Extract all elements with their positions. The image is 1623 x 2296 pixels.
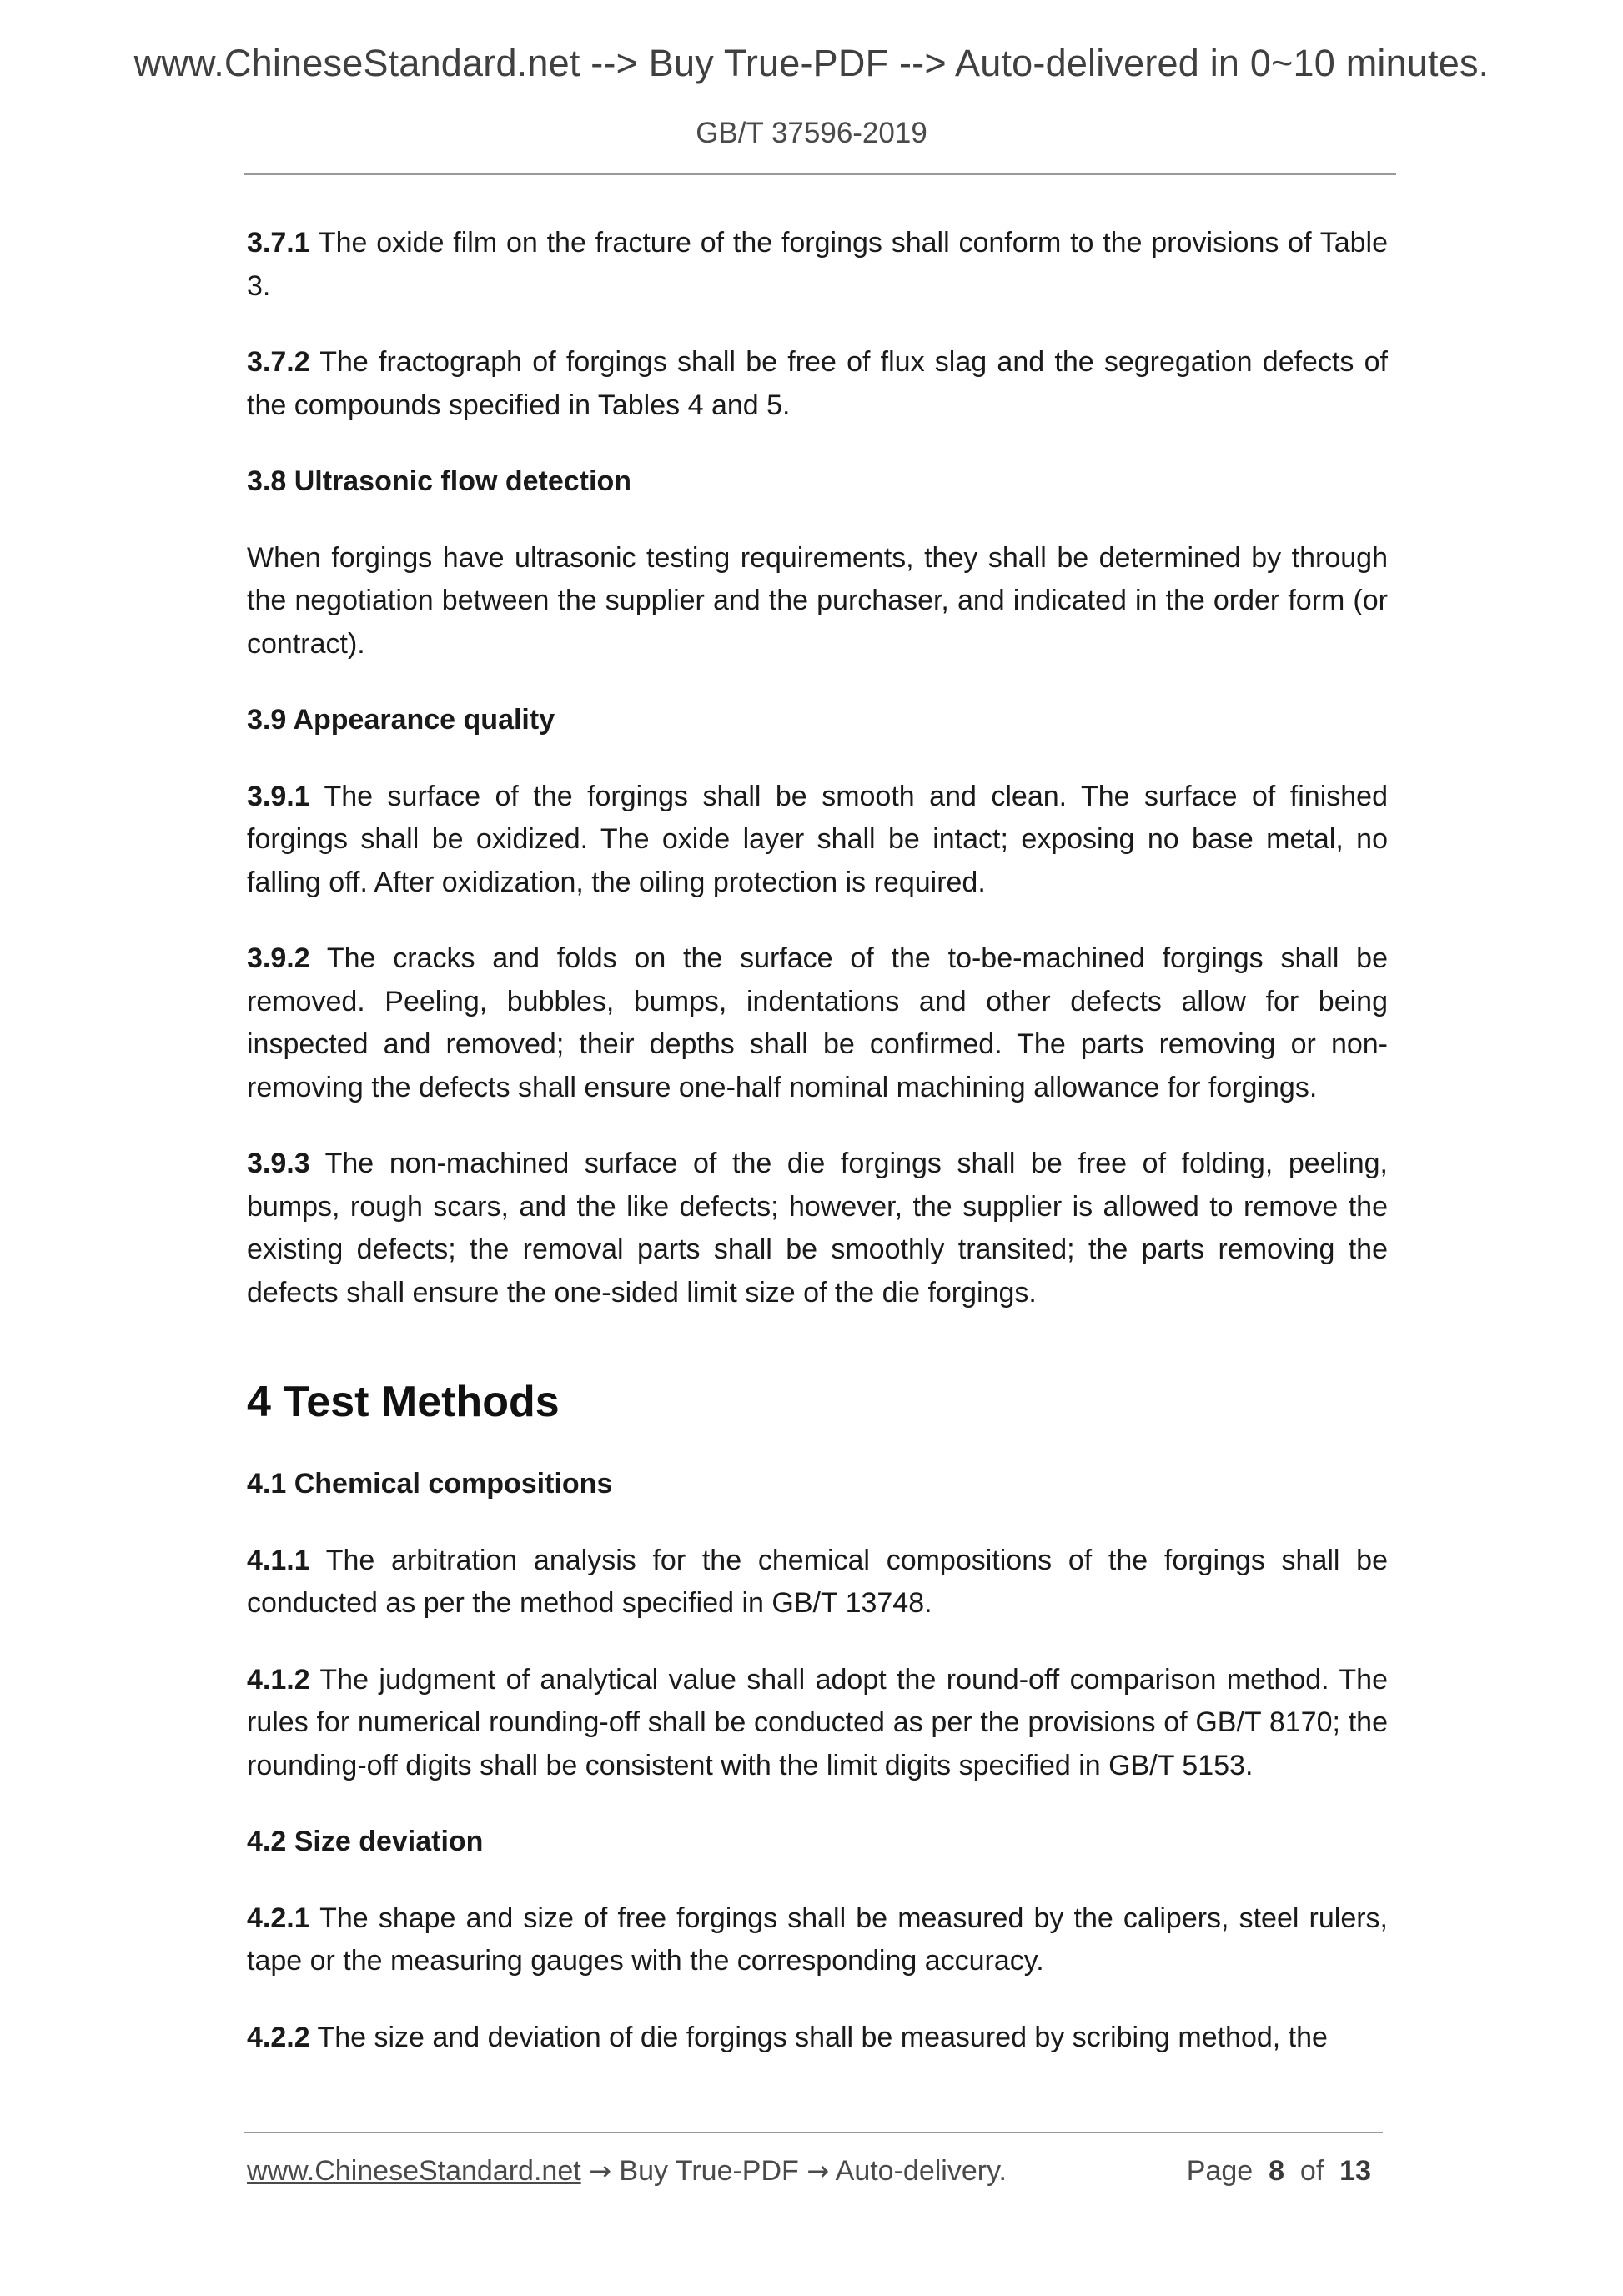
- clause-3-9-1: [247, 776, 1388, 905]
- clause-text: The shape and size of free forgings shall be measured by the calipers, steel rulers, tape or the measuring gauges with the corresponding accuracy.: [247, 1902, 1388, 1977]
- clause-number: 3.9.1: [247, 780, 310, 812]
- clause-number: 3.9.2: [247, 942, 310, 974]
- clause-text: The arbitration analysis for the chemical compositions of the forgings shall be conducted as per the method specified in GB/T 13748.: [247, 1544, 1388, 1619]
- paragraph-3-8: When forgings have ultrasonic testing requirements, they shall be determined by through the negotiation between the supplier and the purchaser, and indicated in the order form (or contract).: [247, 541, 1388, 660]
- clause-text: The fractograph of forgings shall be free of flux slag and the segregation defects of the compounds specified in Tables 4 and 5.: [247, 346, 1388, 421]
- clause-4-2-2: [247, 2017, 1388, 2060]
- clause-3-7-2: [247, 341, 1388, 427]
- clause-number: 3.9.3: [247, 1148, 310, 1179]
- clause-3-9-2: [247, 937, 1388, 1109]
- clause-4-1-2: [247, 1659, 1388, 1788]
- document-code: GB/T 37596-2019: [696, 117, 927, 149]
- clause-text: The size and deviation of die forgings shall be measured by scribing method, the: [309, 2021, 1328, 2053]
- page-footer: [247, 2152, 1378, 2190]
- clause-number: 4.1.1: [247, 1544, 310, 1576]
- clause-4-1-1: [247, 1540, 1388, 1625]
- total-page-count: 13: [1339, 2155, 1371, 2187]
- page-label: Page: [1186, 2155, 1254, 2187]
- arrow-right-icon: →: [589, 2155, 611, 2187]
- footer-website-link[interactable]: www.ChineseStandard.net: [247, 2155, 581, 2187]
- clause-number: 4.2.2: [247, 2021, 310, 2053]
- clause-3-7-1: [247, 222, 1388, 308]
- clause-number: 3.7.1: [247, 227, 310, 259]
- header-divider: [244, 173, 1396, 175]
- clause-text: The cracks and folds on the surface of the to-be-machined forgings shall be removed. Peeling, bubbles, bumps, indentations and other defects allow for being inspected and removed; their depths shall be confirmed. The parts removing or non-removing the defects shall ensure one-half nominal machining allowance for forgings.: [247, 942, 1388, 1103]
- page-content: [247, 222, 1388, 2093]
- clause-text: The surface of the forgings shall be smooth and clean. The surface of finished forgings shall be oxidized. The oxide layer shall be intact; exposing no base metal, no falling off. After oxidization, the oiling protection is required.: [247, 780, 1388, 898]
- clause-text: The oxide film on the fracture of the forgings shall conform to the provisions of Table 3.: [247, 227, 1388, 302]
- page-indicator: [1187, 2152, 1371, 2190]
- footer-buy-text: Buy True-PDF: [619, 2155, 799, 2187]
- top-banner: www.ChineseStandard.net --> Buy True-PDF --> Auto-delivered in 0~10 minutes.: [133, 42, 1490, 84]
- clause-number: 4.1.2: [247, 1663, 310, 1696]
- section-heading-4-2: 4.2 Size deviation: [247, 1826, 484, 1857]
- arrow-right-icon: →: [806, 2155, 830, 2187]
- clause-4-2-1: [247, 1897, 1388, 1983]
- current-page-number: 8: [1269, 2155, 1284, 2187]
- clause-number: 4.2.1: [247, 1902, 310, 1934]
- clause-3-9-3: [247, 1143, 1388, 1314]
- clause-text: The non-machined surface of the die forgings shall be free of folding, peeling, bumps, rough scars, and the like defects; however, the supplier is allowed to remove the existing defects; the removal parts shall be smoothly transited; the parts removing the defects shall ensure the one-sided limit size of the die forgings.: [247, 1148, 1388, 1309]
- footer-divider: [244, 2132, 1383, 2133]
- section-heading-3-8: 3.8 Ultrasonic flow detection: [247, 465, 631, 497]
- of-label: of: [1299, 2155, 1324, 2187]
- section-heading-4-1: 4.1 Chemical compositions: [247, 1468, 613, 1500]
- chapter-heading-4: 4 Test Methods: [247, 1378, 560, 1426]
- section-heading-3-9: 3.9 Appearance quality: [247, 704, 555, 736]
- footer-delivery-text: Auto-delivery.: [835, 2155, 1007, 2187]
- clause-text: The judgment of analytical value shall adopt the round-off comparison method. The rules for numerical rounding-off shall be conducted as per the provisions of GB/T 8170; the rounding-off digits shall be consistent with the limit digits specified in GB/T 5153.: [247, 1663, 1388, 1781]
- clause-number: 3.7.2: [247, 346, 310, 378]
